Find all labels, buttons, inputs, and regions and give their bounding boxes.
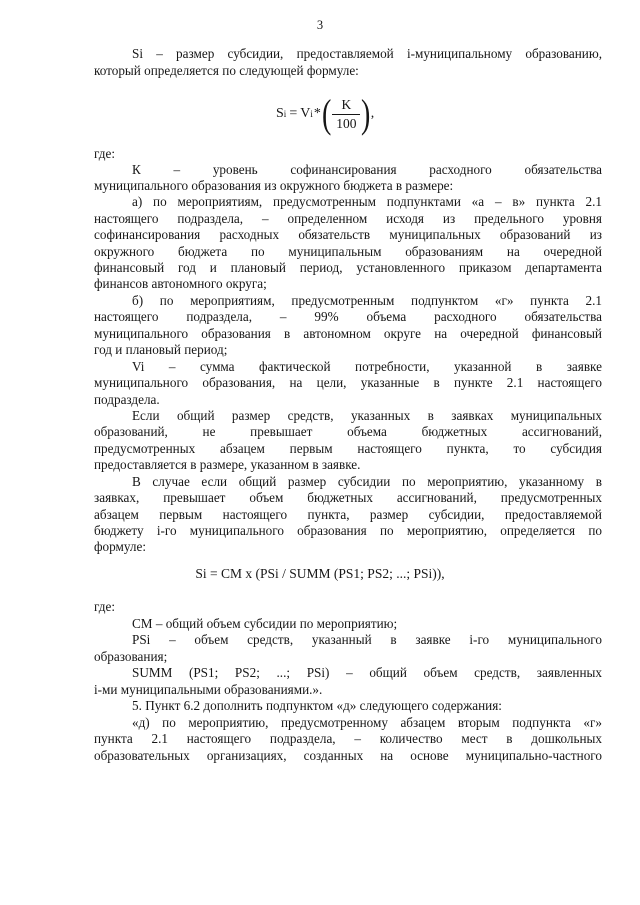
text-line: бюджету i-го муниципального образования по мероприятию, определяется по (94, 523, 602, 538)
fraction-numerator: K (341, 96, 352, 112)
text-line: б) по мероприятиям, предусмотренным подпунктом «г» пункта 2.1 (132, 293, 602, 308)
text-line: 5. Пункт 6.2 дополнить подпунктом «д» следующего содержания: (132, 698, 502, 713)
text-line: муниципального образования из окружного бюджета в размере: (94, 178, 454, 193)
text-line: абзацем первым настоящего пункта, размер субсидии, предоставляемой (94, 507, 602, 522)
text-line: К – уровень софинансирования расходного обязательства (132, 162, 602, 177)
formula-comma: , (370, 106, 375, 121)
formula-times: * (313, 106, 321, 121)
text-line: образовательных организациях, созданных на основе муниципально-частного (94, 748, 602, 763)
formula-sub: i (310, 109, 313, 119)
text-line: где: (94, 599, 115, 614)
page-number: 3 (316, 18, 324, 32)
text-line: где: (94, 146, 115, 161)
text-line: формуле: (94, 539, 146, 554)
text-line: SUMM (PS1; PS2; ...; PSi) – общий объем средств, заявленных (132, 665, 602, 680)
text-line: Vi – сумма фактической потребности, указанной в заявке (132, 359, 602, 374)
text-line: муниципального образования, на цели, указанные в пункте 2.1 настоящего (94, 375, 602, 390)
text-line: настоящего подраздела, – 99% объема расходного обязательства (94, 309, 602, 324)
left-paren: ( (321, 91, 332, 136)
text-line: год и плановый период; (94, 342, 228, 357)
text-line: а) по мероприятиям, предусмотренным подпунктами «а – в» пункта 2.1 (132, 194, 602, 209)
formula-v: V (300, 106, 311, 121)
text-line: финансов автономного округа; (94, 276, 267, 291)
subsidy-formula (276, 91, 426, 136)
text-line: i-ми муниципальными образованиями.». (94, 682, 323, 697)
text-line: который определяется по следующей формуле: (94, 63, 359, 78)
text-line: пункта 2.1 настоящего подраздела, – количество мест в дошкольных (94, 731, 602, 746)
text-line: муниципального образования в автономном округе на очередной финансовый (94, 326, 602, 341)
text-line: финансовый год и плановый период, установленного приказом департамента (94, 260, 602, 275)
text-line: окружного бюджета по муниципальным образованиям на очередной (94, 244, 602, 259)
text-line: образования; (94, 649, 168, 664)
text-line: софинансирования расходных обязательств муниципальных образований из (94, 227, 602, 242)
text-line: Если общий размер средств, указанных в заявках муниципальных (132, 408, 602, 423)
text-line: настоящего подраздела, – определенном исходя из предельного уровня (94, 211, 602, 226)
text-line: PSi – объем средств, указанный в заявке i-го муниципального (132, 632, 602, 647)
text-line: Si – размер субсидии, предоставляемой i-муниципальному образованию, (132, 46, 602, 61)
text-line: заявках, превышает объем бюджетных ассигнований, предусмотренных (94, 490, 602, 505)
text-line: подраздела. (94, 392, 160, 407)
text-line: предусмотренных абзацем первым настоящего пункта, то субсидия (94, 441, 602, 456)
text-line: образований, не превышает объема бюджетных ассигнований, (94, 424, 602, 439)
fraction-denominator: 100 (332, 114, 360, 132)
fraction (332, 97, 360, 132)
distribution-formula: Si = CM x (PSi / SUMM (PS1; PS2; ...; PSi)), (195, 566, 445, 581)
text-line: предоставляется в размере, указанном в заявке. (94, 457, 361, 472)
text-line: СМ – общий объем субсидии по мероприятию; (132, 616, 398, 631)
formula-sub: i (283, 109, 287, 119)
formula-eq: = (289, 106, 298, 121)
formula-lhs: S (276, 106, 284, 121)
text-line: В случае если общий размер субсидии по мероприятию, указанному в (132, 474, 602, 489)
text-line: «д) по мероприятию, предусмотренному абзацем вторым подпункта «г» (132, 715, 602, 730)
right-paren: ) (361, 91, 371, 136)
